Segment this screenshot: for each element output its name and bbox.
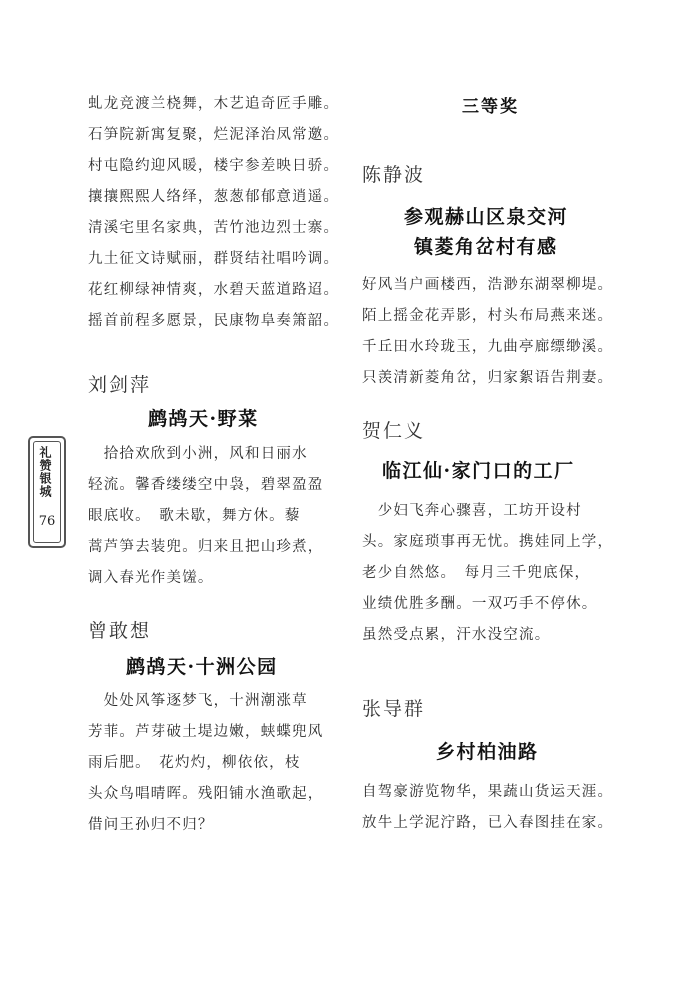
- poem3-line: 芳菲。芦芽破土堤边嫩，蛱蝶兜风: [88, 724, 324, 740]
- poem2-line: 拾拾欢欣到小洲，风和日丽水: [88, 446, 308, 462]
- poem-author: 曾敢想: [88, 620, 152, 642]
- poem4-line: 千丘田水玲珑玉，九曲亭廊缥缈溪。: [362, 339, 614, 355]
- poem-author: 刘剑萍: [88, 374, 152, 396]
- poem5-line: 头。家庭琐事再无忧。携娃同上学，: [362, 534, 614, 550]
- poem6-line: 自驾豪游览物华，果蔬山货运天涯。: [362, 784, 614, 800]
- poem1-line: 九土征文诗赋丽，群贤结社唱吟调。: [88, 251, 340, 267]
- poem-title: 鹧鸪天·十洲公园: [126, 656, 278, 678]
- poem5-line: 少妇飞奔心骤喜，工坊开设村: [362, 503, 582, 519]
- poem-title: 临江仙·家门口的工厂: [382, 460, 575, 482]
- poem5-line: 虽然受点累，汗水没空流。: [362, 627, 551, 643]
- poem4-line: 只羡清新菱角岔，归家絮语告荆妻。: [362, 370, 614, 386]
- poem1-line: 村屯隐约迎风暖，楼宇参差映日骄。: [88, 158, 340, 174]
- poem1-line: 清溪宅里名家典，苦竹池边烈士寨。: [88, 220, 340, 236]
- poem-author: 陈静波: [362, 164, 426, 186]
- poem2-line: 眼底收。 歌未歇，舞方休。藜: [88, 508, 301, 524]
- poem4-line: 好风当户画楼西，浩渺东湖翠柳堤。: [362, 277, 614, 293]
- poem5-line: 老少自然悠。 每月三千兜底保，: [362, 565, 591, 581]
- poem-title: 鹧鸪天·野菜: [148, 408, 259, 430]
- poem-author: 贺仁义: [362, 420, 426, 442]
- poem2-line: 蒿芦笋去装兜。归来且把山珍煮，: [88, 539, 324, 555]
- poem3-line: 处处风筝逐梦飞，十洲潮涨草: [88, 693, 308, 709]
- side-tab-label: 礼赞银城: [38, 446, 52, 498]
- poem1-line: 石笋院新寓复聚，烂泥泽治凤常邀。: [88, 127, 340, 143]
- side-tab: [28, 436, 66, 548]
- poem2-line: 轻流。馨香缕缕空中袅，碧翠盈盈: [88, 477, 324, 493]
- poem-title: 乡村柏油路: [436, 741, 539, 763]
- poem-title-line1: 参观赫山区泉交河: [404, 206, 569, 228]
- poem-author: 张导群: [362, 698, 426, 720]
- poem3-line: 借问王孙归不归？: [88, 817, 214, 833]
- poem3-line: 雨后肥。 花灼灼，柳依依，枝: [88, 755, 301, 771]
- poem5-line: 业绩优胜多酬。一双巧手不停休。: [362, 596, 598, 612]
- poem4-line: 陌上摇金花弄影，村头布局燕来迷。: [362, 308, 614, 324]
- poem1-line: 虬龙竞渡兰桡舞，木艺追奇匠手雕。: [88, 96, 340, 112]
- poem1-line: 摇首前程多愿景，民康物阜奏箫韶。: [88, 313, 340, 329]
- poem1-line: 花红柳绿神情爽，水碧天蓝道路迢。: [88, 282, 340, 298]
- poem3-line: 头众鸟唱晴晖。残阳铺水渔歌起，: [88, 786, 324, 802]
- section-heading: 三等奖: [462, 97, 519, 117]
- poem-title-line2: 镇菱角岔村有感: [414, 236, 558, 258]
- poem6-line: 放牛上学泥泞路，已入春图挂在家。: [362, 815, 614, 831]
- page-number: 76: [38, 514, 56, 529]
- poem2-line: 调入春光作美馐。: [88, 570, 214, 586]
- poem1-line: 攘攘熙熙人络绎，葱葱郁郁意逍遥。: [88, 189, 340, 205]
